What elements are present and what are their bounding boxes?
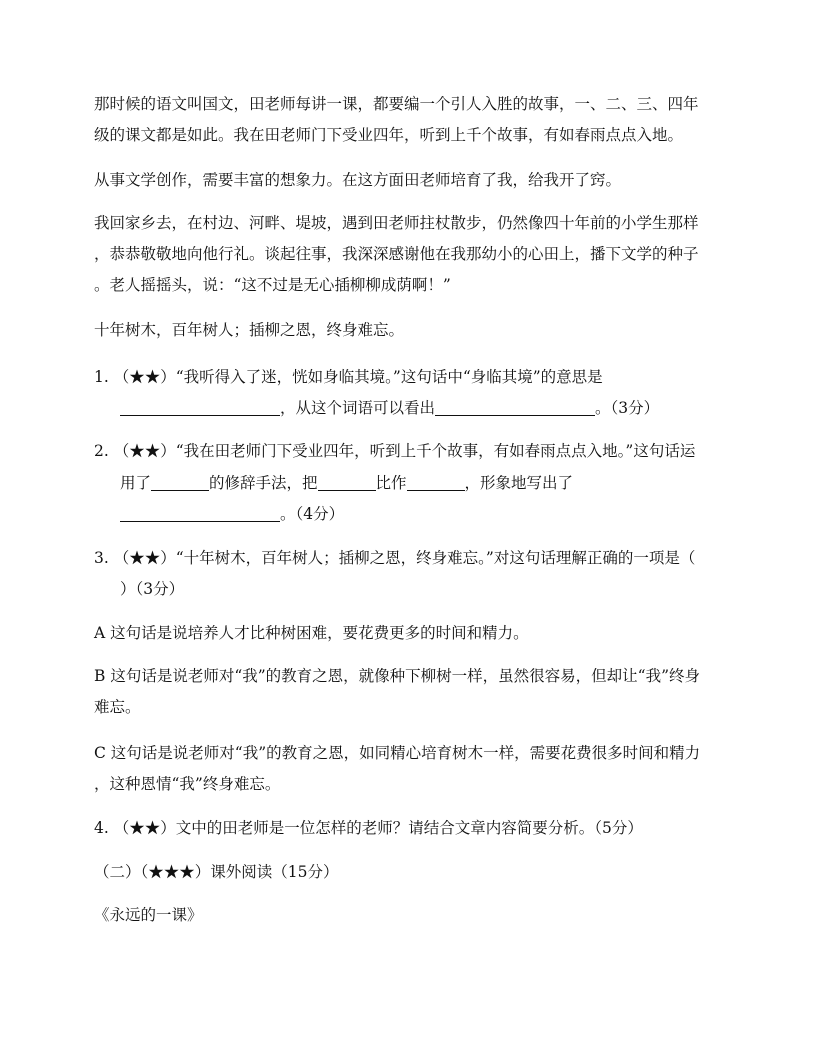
passage-line: 十年树木，百年树人；插柳之恩，终身难忘。	[94, 321, 405, 339]
passage-line: 那时候的语文叫国文，田老师每讲一课，都要编一个引人入胜的故事，一、二、三、四年	[94, 95, 699, 113]
section-heading: （二）（★★★）课外阅读（15分）	[94, 863, 339, 881]
question-2-answer-line: 用了 的修辞手法，把 比作 ，形象地写出了	[120, 474, 574, 492]
option-b: B 这句话是说老师对“我”的教育之恩，就像种下柳树一样，虽然很容易，但却让“我”终身 难忘。	[94, 667, 701, 716]
question-3	[94, 543, 726, 574]
answer-blank[interactable]	[318, 472, 376, 491]
question-3-text: 3. （★★）“十年树木，百年树人；插柳之恩，终身难忘。”对这句话理解正确的一项是（	[94, 549, 696, 567]
passage-paragraph-3	[94, 208, 726, 301]
answer-blank[interactable]	[120, 397, 280, 416]
option-a: A 这句话是说培养人才比种树困难，要花费更多的时间和精力。	[94, 624, 529, 642]
question-1-answer-line: ，从这个词语可以看出 。（3分）	[120, 393, 726, 424]
question-1	[94, 362, 726, 393]
passage-paragraph-2	[94, 165, 726, 196]
passage-paragraph-1	[94, 89, 726, 151]
answer-blank[interactable]	[151, 472, 209, 491]
passage-line: ，恭恭敬敬地向他行礼。谈起往事，我深深感谢他在我那幼小的心田上，播下文学的种子	[94, 245, 699, 263]
question-1-text: 1. （★★）“我听得入了迷，恍如身临其境。”这句话中“身临其境”的意思是	[94, 368, 603, 386]
question-2	[94, 436, 726, 467]
passage-line: 我回家乡去，在村边、河畔、堤坡，遇到田老师拄杖散步，仍然像四十年前的小学生那样	[94, 214, 699, 232]
passage-line: 从事文学创作，需要丰富的想象力。在这方面田老师培育了我，给我开了窍。	[94, 171, 622, 189]
answer-blank[interactable]	[407, 472, 465, 491]
question-2-text: 2. （★★）“我在田老师门下受业四年，听到上千个故事，有如春雨点点入地。”这句话运	[94, 442, 696, 460]
question-3-line-2: ）（3分）	[120, 580, 185, 598]
question-4: 4. （★★）文中的田老师是一位怎样的老师？请结合文章内容简要分析。（5分）	[94, 819, 643, 837]
article-title: 《永远的一课》	[94, 906, 203, 924]
answer-blank[interactable]	[120, 503, 280, 522]
passage-paragraph-4	[94, 315, 726, 346]
passage-line: 。老人摇摇头，说：“这不过是无心插柳柳成荫啊！”	[94, 276, 451, 294]
answer-blank[interactable]	[435, 397, 595, 416]
question-2-answer-line-2: 。（4分）	[120, 499, 726, 530]
passage-line: 级的课文都是如此。我在田老师门下受业四年，听到上千个故事，有如春雨点点入地。	[94, 126, 684, 144]
option-c: C 这句话是说老师对“我”的教育之恩，如同精心培育树木一样，需要花费很多时间和精力 ，这种恩情“我”终身难忘。	[94, 744, 701, 793]
